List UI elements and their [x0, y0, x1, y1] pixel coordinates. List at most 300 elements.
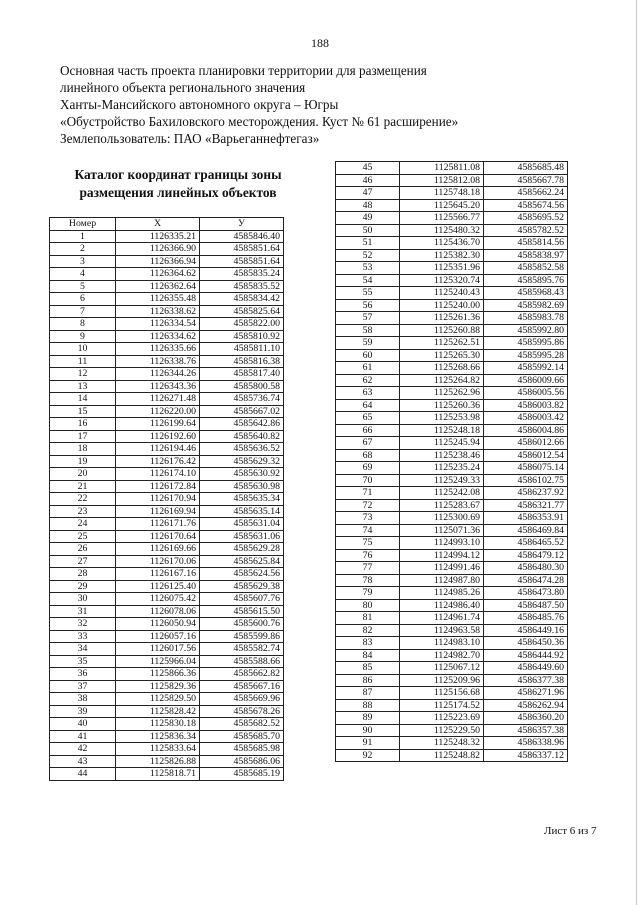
table-row	[50, 505, 284, 518]
y-coordinate-cell: 4585662.24	[484, 187, 568, 200]
x-coordinate-cell: 1126172.84	[116, 480, 200, 493]
table-row	[336, 387, 568, 400]
table-row	[336, 549, 568, 562]
table-row	[50, 493, 284, 506]
y-coordinate-cell: 4585662.82	[200, 668, 284, 681]
x-coordinate-cell: 1125264.82	[400, 374, 484, 387]
point-number-cell: 40	[50, 718, 116, 731]
point-number-cell: 8	[50, 318, 116, 331]
y-coordinate-cell: 4585636.52	[200, 443, 284, 456]
point-number-cell: 43	[50, 755, 116, 768]
y-coordinate-cell: 4586465.52	[484, 537, 568, 550]
point-number-cell: 56	[336, 299, 400, 312]
point-number-cell: 63	[336, 387, 400, 400]
x-coordinate-cell: 1124987.80	[400, 574, 484, 587]
table-row	[50, 630, 284, 643]
y-coordinate-cell: 4585800.58	[200, 380, 284, 393]
y-coordinate-cell: 4585629.28	[200, 543, 284, 556]
table-row	[336, 262, 568, 275]
x-coordinate-cell: 1125320.74	[400, 274, 484, 287]
x-coordinate-cell: 1125268.66	[400, 362, 484, 375]
x-coordinate-cell: 1125253.98	[400, 412, 484, 425]
point-number-cell: 13	[50, 380, 116, 393]
table-row	[50, 430, 284, 443]
x-coordinate-cell: 1125566.77	[400, 212, 484, 225]
y-coordinate-cell: 4585685.48	[484, 162, 568, 175]
point-number-cell: 4	[50, 268, 116, 281]
point-number-cell: 20	[50, 468, 116, 481]
x-coordinate-cell: 1125248.18	[400, 424, 484, 437]
point-number-cell: 22	[50, 493, 116, 506]
y-coordinate-cell: 4585852.58	[484, 262, 568, 275]
table-row	[336, 574, 568, 587]
coordinates-table-left	[49, 217, 284, 781]
table-row	[336, 474, 568, 487]
x-coordinate-cell: 1126125.40	[116, 580, 200, 593]
table-row	[336, 462, 568, 475]
y-coordinate-cell: 4586102.75	[484, 474, 568, 487]
x-coordinate-cell: 1125811.08	[400, 162, 484, 175]
x-coordinate-cell: 1126057.16	[116, 630, 200, 643]
point-number-cell: 72	[336, 499, 400, 512]
y-coordinate-cell: 4585817.40	[200, 368, 284, 381]
x-coordinate-cell: 1125265.30	[400, 349, 484, 362]
x-coordinate-cell: 1126075.42	[116, 593, 200, 606]
x-coordinate-cell: 1125262.96	[400, 387, 484, 400]
table-row	[50, 718, 284, 731]
table-row	[50, 618, 284, 631]
table-row	[336, 562, 568, 575]
x-coordinate-cell: 1126362.64	[116, 280, 200, 293]
y-coordinate-cell: 4585640.82	[200, 430, 284, 443]
table-row	[50, 368, 284, 381]
table-row	[50, 305, 284, 318]
point-number-cell: 55	[336, 287, 400, 300]
point-number-cell: 92	[336, 749, 400, 762]
point-number-cell: 23	[50, 505, 116, 518]
point-number-cell: 2	[50, 243, 116, 256]
table-row	[336, 412, 568, 425]
y-coordinate-cell: 4585992.14	[484, 362, 568, 375]
x-coordinate-cell: 1126271.48	[116, 393, 200, 406]
y-coordinate-cell: 4586449.60	[484, 662, 568, 675]
y-coordinate-cell: 4586473.80	[484, 587, 568, 600]
x-coordinate-cell: 1125240.00	[400, 299, 484, 312]
x-coordinate-cell: 1126174.10	[116, 468, 200, 481]
y-coordinate-cell: 4585995.86	[484, 337, 568, 350]
table-row	[50, 530, 284, 543]
y-coordinate-cell: 4586003.82	[484, 399, 568, 412]
table-row	[336, 737, 568, 750]
point-number-cell: 86	[336, 674, 400, 687]
point-number-cell: 15	[50, 405, 116, 418]
table-row	[336, 699, 568, 712]
table-row	[50, 480, 284, 493]
point-number-cell: 17	[50, 430, 116, 443]
x-coordinate-cell: 1126355.48	[116, 293, 200, 306]
x-coordinate-cell: 1125262.51	[400, 337, 484, 350]
point-number-cell: 50	[336, 224, 400, 237]
y-coordinate-cell: 4585625.84	[200, 555, 284, 568]
y-coordinate-cell: 4586360.20	[484, 712, 568, 725]
table-row	[50, 680, 284, 693]
table-row	[50, 355, 284, 368]
x-coordinate-cell: 1125300.69	[400, 512, 484, 525]
y-coordinate-cell: 4586012.66	[484, 437, 568, 450]
y-coordinate-cell: 4585968.43	[484, 287, 568, 300]
y-coordinate-cell: 4586485.76	[484, 612, 568, 625]
x-coordinate-cell: 1125242.08	[400, 487, 484, 500]
y-coordinate-cell: 4586321.77	[484, 499, 568, 512]
page-number: 188	[311, 36, 329, 50]
y-coordinate-cell: 4585674.56	[484, 199, 568, 212]
y-coordinate-cell: 4585669.96	[200, 693, 284, 706]
table-row	[336, 499, 568, 512]
x-coordinate-cell: 1125156.68	[400, 687, 484, 700]
y-coordinate-cell: 4585695.52	[484, 212, 568, 225]
table-row	[50, 318, 284, 331]
point-number-cell: 19	[50, 455, 116, 468]
table-row	[336, 224, 568, 237]
table-row	[50, 580, 284, 593]
x-coordinate-cell: 1126192.60	[116, 430, 200, 443]
x-coordinate-cell: 1125260.36	[400, 399, 484, 412]
page-edge-line	[636, 0, 637, 905]
table-row	[336, 724, 568, 737]
table-row	[50, 668, 284, 681]
table-row	[50, 255, 284, 268]
x-coordinate-cell: 1125645.20	[400, 199, 484, 212]
point-number-cell: 82	[336, 624, 400, 637]
x-coordinate-cell: 1126050.94	[116, 618, 200, 631]
table-row	[336, 537, 568, 550]
point-number-cell: 1	[50, 230, 116, 243]
point-number-cell: 12	[50, 368, 116, 381]
coordinates-table-right	[335, 161, 568, 762]
point-number-cell: 6	[50, 293, 116, 306]
table-row	[50, 743, 284, 756]
table-row	[336, 287, 568, 300]
y-coordinate-cell: 4585631.06	[200, 530, 284, 543]
table-row	[336, 349, 568, 362]
table-row	[50, 543, 284, 556]
y-coordinate-cell: 4585995.28	[484, 349, 568, 362]
table-row	[336, 237, 568, 250]
point-number-cell: 80	[336, 599, 400, 612]
header-x: X	[116, 218, 200, 231]
table-row	[336, 174, 568, 187]
point-number-cell: 51	[336, 237, 400, 250]
x-coordinate-cell: 1125249.33	[400, 474, 484, 487]
y-coordinate-cell: 4585736.74	[200, 393, 284, 406]
y-coordinate-cell: 4586003.42	[484, 412, 568, 425]
point-number-cell: 70	[336, 474, 400, 487]
point-number-cell: 88	[336, 699, 400, 712]
table-header-row	[50, 218, 284, 231]
point-number-cell: 46	[336, 174, 400, 187]
table-row	[336, 449, 568, 462]
table-row	[336, 612, 568, 625]
y-coordinate-cell: 4585822.00	[200, 318, 284, 331]
y-coordinate-cell: 4585588.66	[200, 655, 284, 668]
y-coordinate-cell: 4585686.06	[200, 755, 284, 768]
y-coordinate-cell: 4586474.28	[484, 574, 568, 587]
point-number-cell: 38	[50, 693, 116, 706]
header-y: У	[200, 218, 284, 231]
x-coordinate-cell: 1126170.06	[116, 555, 200, 568]
y-coordinate-cell: 4586262.94	[484, 699, 568, 712]
y-coordinate-cell: 4585667.78	[484, 174, 568, 187]
point-number-cell: 28	[50, 568, 116, 581]
table-row	[50, 293, 284, 306]
y-coordinate-cell: 4585630.98	[200, 480, 284, 493]
point-number-cell: 71	[336, 487, 400, 500]
x-coordinate-cell: 1125248.32	[400, 737, 484, 750]
x-coordinate-cell: 1125436.70	[400, 237, 484, 250]
point-number-cell: 79	[336, 587, 400, 600]
table-row	[50, 418, 284, 431]
point-number-cell: 35	[50, 655, 116, 668]
y-coordinate-cell: 4586479.12	[484, 549, 568, 562]
x-coordinate-cell: 1125240.43	[400, 287, 484, 300]
y-coordinate-cell: 4585582.74	[200, 643, 284, 656]
table-row	[50, 768, 284, 781]
x-coordinate-cell: 1125071.36	[400, 524, 484, 537]
x-coordinate-cell: 1126366.90	[116, 243, 200, 256]
table-row	[336, 312, 568, 325]
x-coordinate-cell: 1126335.66	[116, 343, 200, 356]
y-coordinate-cell: 4585678.26	[200, 705, 284, 718]
header-line: Землепользователь: ПАО «Варьеганнефтегаз»	[60, 131, 320, 146]
table-row	[50, 655, 284, 668]
x-coordinate-cell: 1125248.82	[400, 749, 484, 762]
x-coordinate-cell: 1126364.62	[116, 268, 200, 281]
y-coordinate-cell: 4585599.86	[200, 630, 284, 643]
point-number-cell: 29	[50, 580, 116, 593]
x-coordinate-cell: 1125829.50	[116, 693, 200, 706]
point-number-cell: 65	[336, 412, 400, 425]
point-number-cell: 74	[336, 524, 400, 537]
point-number-cell: 14	[50, 393, 116, 406]
table-row	[336, 299, 568, 312]
x-coordinate-cell: 1124982.70	[400, 649, 484, 662]
point-number-cell: 18	[50, 443, 116, 456]
x-coordinate-cell: 1126334.54	[116, 318, 200, 331]
y-coordinate-cell: 4585895.76	[484, 274, 568, 287]
x-coordinate-cell: 1124991.46	[400, 562, 484, 575]
x-coordinate-cell: 1124961.74	[400, 612, 484, 625]
y-coordinate-cell: 4586271.96	[484, 687, 568, 700]
table-row	[336, 687, 568, 700]
y-coordinate-cell: 4585992.80	[484, 324, 568, 337]
x-coordinate-cell: 1125209.96	[400, 674, 484, 687]
point-number-cell: 21	[50, 480, 116, 493]
y-coordinate-cell: 4586075.14	[484, 462, 568, 475]
point-number-cell: 61	[336, 362, 400, 375]
y-coordinate-cell: 4585629.32	[200, 455, 284, 468]
y-coordinate-cell: 4586377.38	[484, 674, 568, 687]
point-number-cell: 47	[336, 187, 400, 200]
point-number-cell: 90	[336, 724, 400, 737]
point-number-cell: 42	[50, 743, 116, 756]
x-coordinate-cell: 1125238.46	[400, 449, 484, 462]
x-coordinate-cell: 1126078.06	[116, 605, 200, 618]
table-row	[336, 212, 568, 225]
y-coordinate-cell: 4585825.64	[200, 305, 284, 318]
x-coordinate-cell: 1125966.04	[116, 655, 200, 668]
table-row	[50, 405, 284, 418]
x-coordinate-cell: 1126338.76	[116, 355, 200, 368]
y-coordinate-cell: 4585631.04	[200, 518, 284, 531]
x-coordinate-cell: 1126334.62	[116, 330, 200, 343]
y-coordinate-cell: 4586009.66	[484, 374, 568, 387]
x-coordinate-cell: 1126170.64	[116, 530, 200, 543]
table-row	[50, 393, 284, 406]
table-row	[50, 555, 284, 568]
table-row	[50, 730, 284, 743]
x-coordinate-cell: 1126220.00	[116, 405, 200, 418]
y-coordinate-cell: 4585607.76	[200, 593, 284, 606]
x-coordinate-cell: 1125829.36	[116, 680, 200, 693]
point-number-cell: 73	[336, 512, 400, 525]
table-row	[336, 249, 568, 262]
y-coordinate-cell: 4585685.70	[200, 730, 284, 743]
header-line: линейного объекта регионального значения	[60, 80, 306, 95]
y-coordinate-cell: 4586005.56	[484, 387, 568, 400]
y-coordinate-cell: 4585814.56	[484, 237, 568, 250]
y-coordinate-cell: 4585834.42	[200, 293, 284, 306]
catalog-title	[62, 166, 294, 202]
point-number-cell: 53	[336, 262, 400, 275]
point-number-cell: 16	[50, 418, 116, 431]
x-coordinate-cell: 1126366.94	[116, 255, 200, 268]
y-coordinate-cell: 4585635.14	[200, 505, 284, 518]
x-coordinate-cell: 1125480.32	[400, 224, 484, 237]
x-coordinate-cell: 1125260.88	[400, 324, 484, 337]
point-number-cell: 81	[336, 612, 400, 625]
point-number-cell: 58	[336, 324, 400, 337]
x-coordinate-cell: 1125836.34	[116, 730, 200, 743]
y-coordinate-cell: 4585682.52	[200, 718, 284, 731]
y-coordinate-cell: 4586004.86	[484, 424, 568, 437]
y-coordinate-cell: 4585851.64	[200, 243, 284, 256]
x-coordinate-cell: 1125174.52	[400, 699, 484, 712]
point-number-cell: 77	[336, 562, 400, 575]
catalog-title-line: размещения линейных объектов	[79, 185, 277, 200]
point-number-cell: 75	[336, 537, 400, 550]
point-number-cell: 25	[50, 530, 116, 543]
y-coordinate-cell: 4585838.97	[484, 249, 568, 262]
x-coordinate-cell: 1126344.26	[116, 368, 200, 381]
y-coordinate-cell: 4586357.38	[484, 724, 568, 737]
document-header	[60, 62, 458, 147]
table-row	[50, 593, 284, 606]
table-row	[336, 599, 568, 612]
table-row	[50, 280, 284, 293]
point-number-cell: 39	[50, 705, 116, 718]
table-row	[336, 637, 568, 650]
y-coordinate-cell: 4586449.16	[484, 624, 568, 637]
y-coordinate-cell: 4585600.76	[200, 618, 284, 631]
header-line: Ханты-Мансийского автономного округа – Югры	[60, 97, 339, 112]
table-row	[336, 674, 568, 687]
table-row	[336, 374, 568, 387]
table-row	[336, 424, 568, 437]
table-row	[50, 705, 284, 718]
point-number-cell: 32	[50, 618, 116, 631]
point-number-cell: 78	[336, 574, 400, 587]
x-coordinate-cell: 1126194.46	[116, 443, 200, 456]
point-number-cell: 26	[50, 543, 116, 556]
sheet-label: Лист 6 из 7	[544, 825, 597, 837]
x-coordinate-cell: 1125261.36	[400, 312, 484, 325]
table-row	[336, 337, 568, 350]
header-line: «Обустройство Бахиловского месторождения. Куст № 61 расширение»	[60, 114, 459, 129]
y-coordinate-cell: 4586469.84	[484, 524, 568, 537]
y-coordinate-cell: 4585782.52	[484, 224, 568, 237]
y-coordinate-cell: 4585816.38	[200, 355, 284, 368]
x-coordinate-cell: 1126167.16	[116, 568, 200, 581]
y-coordinate-cell: 4586480.30	[484, 562, 568, 575]
catalog-title-line: Каталог координат границы зоны	[74, 167, 282, 182]
table-row	[336, 512, 568, 525]
x-coordinate-cell: 1124985.26	[400, 587, 484, 600]
point-number-cell: 9	[50, 330, 116, 343]
y-coordinate-cell: 4586444.92	[484, 649, 568, 662]
y-coordinate-cell: 4585615.50	[200, 605, 284, 618]
table-row	[336, 437, 568, 450]
header-number: Номер	[50, 218, 116, 231]
y-coordinate-cell: 4585846.40	[200, 230, 284, 243]
point-number-cell: 64	[336, 399, 400, 412]
table-row	[50, 605, 284, 618]
point-number-cell: 27	[50, 555, 116, 568]
x-coordinate-cell: 1126169.66	[116, 543, 200, 556]
table-row	[336, 199, 568, 212]
x-coordinate-cell: 1125229.50	[400, 724, 484, 737]
y-coordinate-cell: 4585851.64	[200, 255, 284, 268]
point-number-cell: 85	[336, 662, 400, 675]
x-coordinate-cell: 1126199.64	[116, 418, 200, 431]
x-coordinate-cell: 1125828.42	[116, 705, 200, 718]
y-coordinate-cell: 4585630.92	[200, 468, 284, 481]
y-coordinate-cell: 4586450.36	[484, 637, 568, 650]
table-row	[50, 330, 284, 343]
x-coordinate-cell: 1124993.10	[400, 537, 484, 550]
point-number-cell: 34	[50, 643, 116, 656]
point-number-cell: 10	[50, 343, 116, 356]
table-row	[50, 268, 284, 281]
table-row	[50, 380, 284, 393]
x-coordinate-cell: 1125866.36	[116, 668, 200, 681]
x-coordinate-cell: 1124983.10	[400, 637, 484, 650]
x-coordinate-cell: 1126017.56	[116, 643, 200, 656]
header-line: Основная часть проекта планировки территории для размещения	[60, 63, 427, 78]
table-row	[336, 362, 568, 375]
y-coordinate-cell: 4586337.12	[484, 749, 568, 762]
x-coordinate-cell: 1125382.30	[400, 249, 484, 262]
y-coordinate-cell: 4585835.52	[200, 280, 284, 293]
point-number-cell: 36	[50, 668, 116, 681]
y-coordinate-cell: 4586487.50	[484, 599, 568, 612]
y-coordinate-cell: 4586338.96	[484, 737, 568, 750]
x-coordinate-cell: 1125830.18	[116, 718, 200, 731]
point-number-cell: 31	[50, 605, 116, 618]
table-row	[336, 274, 568, 287]
point-number-cell: 45	[336, 162, 400, 175]
x-coordinate-cell: 1126343.36	[116, 380, 200, 393]
table-row	[50, 643, 284, 656]
